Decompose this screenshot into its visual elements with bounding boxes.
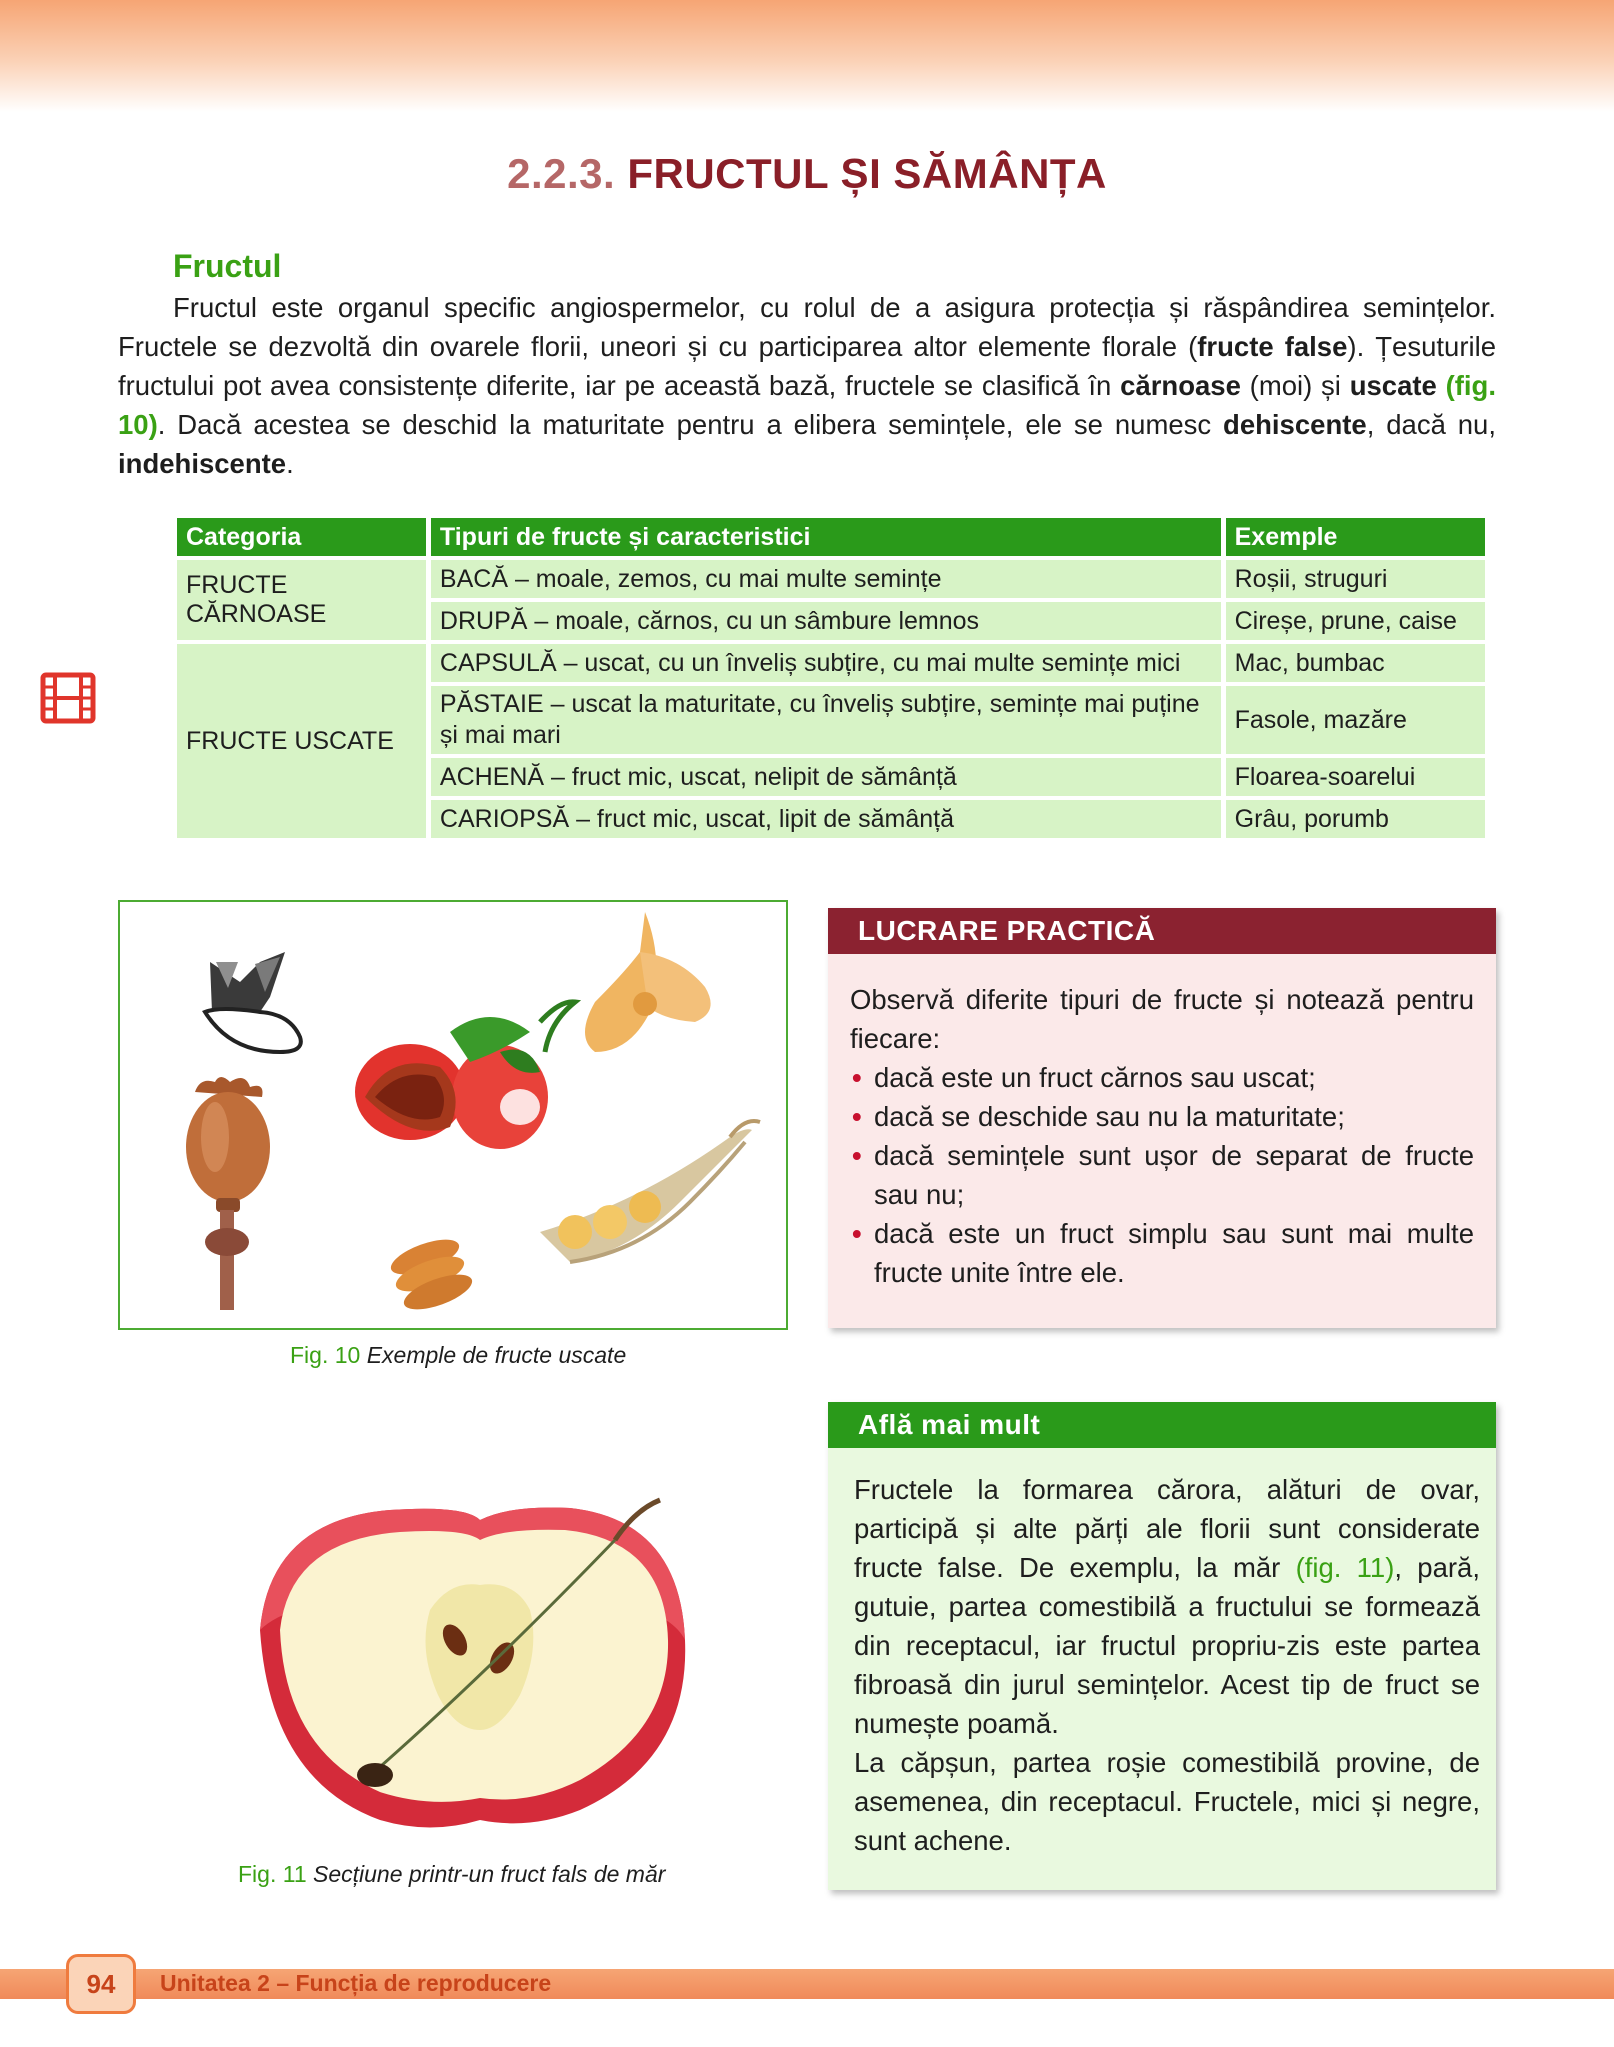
fruit-type-cell: ACHENĂ – fruct mic, uscat, nelipit de sămânță xyxy=(431,758,1221,796)
fruit-types-table xyxy=(172,514,1490,842)
legume-icon xyxy=(540,1121,760,1262)
learn-more-body xyxy=(828,1448,1496,1860)
list-item: • dacă este un fruct cărnos sau uscat; xyxy=(850,1058,1474,1097)
category-carnoase: FRUCTE CĂRNOASE xyxy=(177,560,426,640)
example-cell: Fasole, mazăre xyxy=(1226,686,1485,754)
table-row xyxy=(177,644,1485,682)
fig10-caption: Fig. 10 Exemple de fructe uscate xyxy=(290,1342,627,1368)
dry-fruits-illustration xyxy=(120,902,786,1328)
example-cell: Floarea-soarelui xyxy=(1226,758,1485,796)
fruit-type-cell: BACĂ – moale, zemos, cu mai multe semințe xyxy=(431,560,1221,598)
intro-paragraph: Fructul este organul specific angiospermelor, cu rolul de a asigura protecția și răspândirea semințelor. Fructele se dezvoltă din ovarele florii, uneori și cu participarea altor elemente florale (fructe false). Țesuturile fructului pot avea consistențe diferite, iar pe această bază, fructele se clasifică în cărnoase (moi) și uscate (fig. 10). Dacă acestea se deschid la maturitate pentru a elibera semințele, ele se numesc dehiscente, dacă nu, indehiscente. xyxy=(118,292,1497,479)
page-number: 94 xyxy=(66,1954,136,2014)
learn-more-paragraph-2: La căpșun, partea roșie comestibilă provine, de asemenea, din receptacul. Fructele, mici și negre, sunt achene. xyxy=(854,1747,1480,1856)
page-title xyxy=(0,150,1614,198)
header-exemple: Exemple xyxy=(1226,518,1485,556)
practical-work-box xyxy=(828,908,1496,1328)
practical-work-list xyxy=(850,1058,1474,1292)
practical-work-body xyxy=(828,954,1496,1292)
fig10-frame xyxy=(118,900,788,1330)
list-item: • dacă este un fruct simplu sau sunt mai multe fructe unite între ele. xyxy=(850,1214,1474,1292)
practical-work-title: LUCRARE PRACTICĂ xyxy=(828,908,1496,954)
achene-icon xyxy=(205,952,301,1052)
fruit-type-cell: PĂSTAIE – uscat la maturitate, cu înveliș subțire, semințe mai puține și mai mari xyxy=(431,686,1221,754)
list-item: • dacă semințele sunt ușor de separat de fructe sau nu; xyxy=(850,1136,1474,1214)
practical-work-lead: Observă diferite tipuri de fructe și notează pentru fiecare: xyxy=(850,984,1474,1054)
table-header-row xyxy=(177,518,1485,556)
learn-more-title: Află mai mult xyxy=(828,1402,1496,1448)
fig10-reference: (fig. 10) xyxy=(118,370,1496,440)
header-categoria: Categoria xyxy=(177,518,426,556)
learn-more-box xyxy=(828,1402,1496,1890)
subheading-fructul: Fructul xyxy=(173,248,282,284)
header-tipuri: Tipuri de fructe și caracteristici xyxy=(431,518,1221,556)
drupe-icon xyxy=(355,1002,575,1149)
category-uscate: FRUCTE USCATE xyxy=(177,644,426,838)
example-cell: Cireșe, prune, caise xyxy=(1226,602,1485,640)
learn-more-paragraph-1: Fructele la formarea cărora, alături de ovar, participă și alte părți ale florii sunt considerate fructe false. De exemplu, la măr (fig. 11), pară, gutuie, partea comestibilă a fructului se formează din receptacul, iar fructul propriu-zis este partea fibroasă din jurul semințelor. Acest tip de fruct se numește poamă. xyxy=(854,1474,1480,1739)
capsule-icon xyxy=(186,1077,270,1310)
fig11-reference: (fig. 11) xyxy=(1295,1552,1395,1583)
example-cell: Grâu, porumb xyxy=(1226,800,1485,838)
fig11-caption: Fig. 11 Secțiune printr-un fruct fals de măr xyxy=(238,1861,666,1887)
footer-unit-title: Unitatea 2 – Funcția de reproducere xyxy=(160,1970,552,1996)
section-number: 2.2.3. xyxy=(507,150,616,197)
fruit-type-cell: DRUPĂ – moale, cărnos, cu un sâmbure lemnos xyxy=(431,602,1221,640)
apple-section-illustration xyxy=(240,1480,700,1840)
table-row xyxy=(177,560,1485,598)
example-cell: Roșii, struguri xyxy=(1226,560,1485,598)
film-icon[interactable] xyxy=(40,672,96,724)
section-title: FRUCTUL ȘI SĂMÂNȚA xyxy=(627,150,1107,197)
example-cell: Mac, bumbac xyxy=(1226,644,1485,682)
fruit-type-cell: CAPSULĂ – uscat, cu un înveliș subțire, cu mai multe semințe mici xyxy=(431,644,1221,682)
fruit-type-cell: CARIOPSĂ – fruct mic, uscat, lipit de sămânță xyxy=(431,800,1221,838)
caryopsis-icon xyxy=(387,1232,477,1316)
top-decorative-band xyxy=(0,0,1614,112)
list-item: • dacă se deschide sau nu la maturitate; xyxy=(850,1097,1474,1136)
samara-icon xyxy=(585,912,711,1052)
